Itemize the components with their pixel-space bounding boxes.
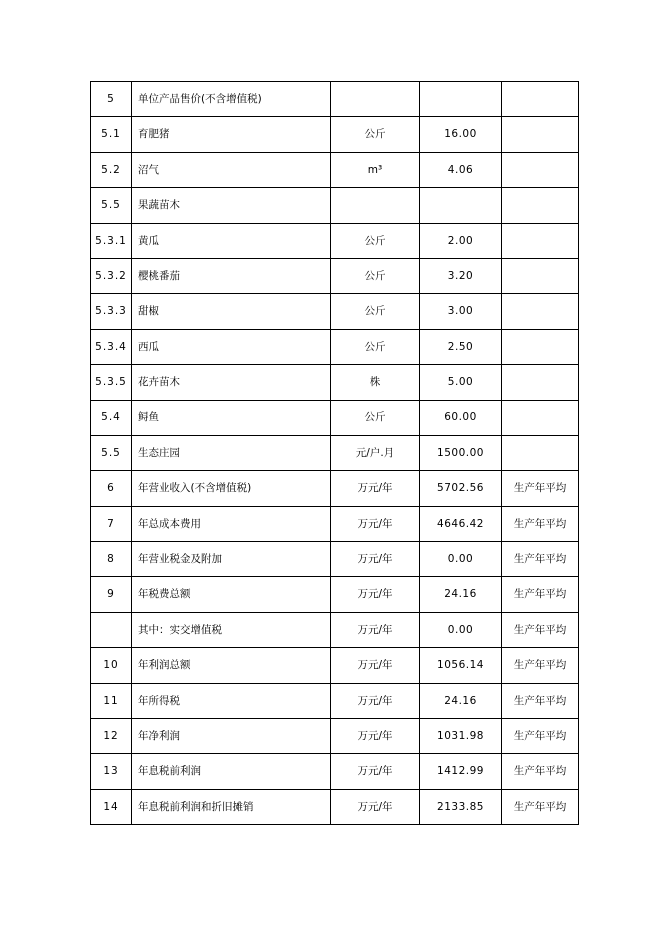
item-value: 5.00 xyxy=(420,365,502,400)
item-unit: 万元/年 xyxy=(331,577,420,612)
item-unit: 万元/年 xyxy=(331,683,420,718)
item-value: 1056.14 xyxy=(420,648,502,683)
table-row xyxy=(91,648,579,683)
item-name: 年息税前利润 xyxy=(132,754,331,789)
item-value: 24.16 xyxy=(420,577,502,612)
table-row xyxy=(91,789,579,824)
row-number: 5.3.4 xyxy=(91,329,132,364)
item-note xyxy=(502,435,579,470)
item-name: 年净利润 xyxy=(132,719,331,754)
item-name: 西瓜 xyxy=(132,329,331,364)
row-number: 5 xyxy=(91,82,132,117)
table-row xyxy=(91,577,579,612)
item-value: 60.00 xyxy=(420,400,502,435)
item-unit: 公斤 xyxy=(331,258,420,293)
table-row xyxy=(91,188,579,223)
item-value: 0.00 xyxy=(420,542,502,577)
row-number xyxy=(91,612,132,647)
row-number: 8 xyxy=(91,542,132,577)
item-unit: 万元/年 xyxy=(331,612,420,647)
item-value: 1500.00 xyxy=(420,435,502,470)
row-number: 6 xyxy=(91,471,132,506)
row-number: 5.1 xyxy=(91,117,132,152)
table-row xyxy=(91,152,579,187)
row-number: 5.3.5 xyxy=(91,365,132,400)
row-number: 5.5 xyxy=(91,188,132,223)
row-number: 7 xyxy=(91,506,132,541)
item-unit: m³ xyxy=(331,152,420,187)
table-row xyxy=(91,506,579,541)
row-number: 5.5 xyxy=(91,435,132,470)
item-note: 生产年平均 xyxy=(502,577,579,612)
table-row xyxy=(91,435,579,470)
table-row xyxy=(91,612,579,647)
item-unit: 公斤 xyxy=(331,329,420,364)
item-unit: 万元/年 xyxy=(331,471,420,506)
item-value: 1031.98 xyxy=(420,719,502,754)
row-number: 11 xyxy=(91,683,132,718)
item-note: 生产年平均 xyxy=(502,683,579,718)
item-value xyxy=(420,188,502,223)
item-name: 年所得税 xyxy=(132,683,331,718)
table-row xyxy=(91,683,579,718)
table-row xyxy=(91,329,579,364)
row-number: 5.4 xyxy=(91,400,132,435)
table-row xyxy=(91,258,579,293)
row-number: 14 xyxy=(91,789,132,824)
indicator-table-body xyxy=(91,82,579,825)
item-note xyxy=(502,294,579,329)
item-unit: 元/户.月 xyxy=(331,435,420,470)
item-value: 16.00 xyxy=(420,117,502,152)
row-number: 9 xyxy=(91,577,132,612)
item-note xyxy=(502,223,579,258)
item-note xyxy=(502,365,579,400)
item-note: 生产年平均 xyxy=(502,542,579,577)
item-value: 4.06 xyxy=(420,152,502,187)
item-note xyxy=(502,329,579,364)
item-value: 5702.56 xyxy=(420,471,502,506)
item-note xyxy=(502,152,579,187)
item-note: 生产年平均 xyxy=(502,719,579,754)
item-note: 生产年平均 xyxy=(502,648,579,683)
item-note: 生产年平均 xyxy=(502,754,579,789)
item-value: 3.20 xyxy=(420,258,502,293)
item-unit: 万元/年 xyxy=(331,754,420,789)
item-name: 生态庄园 xyxy=(132,435,331,470)
item-unit: 万元/年 xyxy=(331,719,420,754)
item-name: 年营业收入(不含增值税) xyxy=(132,471,331,506)
indicator-table xyxy=(90,81,579,825)
item-value: 3.00 xyxy=(420,294,502,329)
table-row xyxy=(91,471,579,506)
row-number: 12 xyxy=(91,719,132,754)
item-name: 沼气 xyxy=(132,152,331,187)
item-name: 年息税前利润和折旧摊销 xyxy=(132,789,331,824)
item-note xyxy=(502,117,579,152)
item-name: 年税费总额 xyxy=(132,577,331,612)
item-name: 鲟鱼 xyxy=(132,400,331,435)
item-name: 花卉苗木 xyxy=(132,365,331,400)
table-row xyxy=(91,542,579,577)
item-unit: 株 xyxy=(331,365,420,400)
item-name: 育肥猪 xyxy=(132,117,331,152)
item-name: 其中：实交增值税 xyxy=(132,612,331,647)
item-unit: 公斤 xyxy=(331,400,420,435)
item-name: 年利润总额 xyxy=(132,648,331,683)
item-unit: 万元/年 xyxy=(331,789,420,824)
row-number: 5.3.3 xyxy=(91,294,132,329)
table-row xyxy=(91,719,579,754)
item-name: 樱桃番茄 xyxy=(132,258,331,293)
item-name: 年营业税金及附加 xyxy=(132,542,331,577)
row-number: 5.3.2 xyxy=(91,258,132,293)
table-row xyxy=(91,294,579,329)
item-unit xyxy=(331,82,420,117)
row-number: 5.2 xyxy=(91,152,132,187)
item-value: 2.50 xyxy=(420,329,502,364)
item-name: 果蔬苗木 xyxy=(132,188,331,223)
item-note xyxy=(502,82,579,117)
item-value: 4646.42 xyxy=(420,506,502,541)
row-number: 5.3.1 xyxy=(91,223,132,258)
table-row xyxy=(91,117,579,152)
item-note xyxy=(502,258,579,293)
item-unit xyxy=(331,188,420,223)
item-unit: 万元/年 xyxy=(331,648,420,683)
table-row xyxy=(91,754,579,789)
row-number: 10 xyxy=(91,648,132,683)
item-name: 单位产品售价(不含增值税) xyxy=(132,82,331,117)
item-value: 1412.99 xyxy=(420,754,502,789)
item-note: 生产年平均 xyxy=(502,789,579,824)
item-value xyxy=(420,82,502,117)
item-name: 黄瓜 xyxy=(132,223,331,258)
row-number: 13 xyxy=(91,754,132,789)
table-row xyxy=(91,365,579,400)
item-unit: 万元/年 xyxy=(331,542,420,577)
item-note: 生产年平均 xyxy=(502,471,579,506)
item-unit: 公斤 xyxy=(331,117,420,152)
table-row xyxy=(91,82,579,117)
item-name: 甜椒 xyxy=(132,294,331,329)
item-unit: 公斤 xyxy=(331,294,420,329)
item-note: 生产年平均 xyxy=(502,612,579,647)
item-note xyxy=(502,188,579,223)
item-note xyxy=(502,400,579,435)
table-row xyxy=(91,223,579,258)
table-row xyxy=(91,400,579,435)
item-unit: 公斤 xyxy=(331,223,420,258)
item-name: 年总成本费用 xyxy=(132,506,331,541)
item-value: 24.16 xyxy=(420,683,502,718)
item-unit: 万元/年 xyxy=(331,506,420,541)
item-value: 2.00 xyxy=(420,223,502,258)
item-value: 2133.85 xyxy=(420,789,502,824)
item-note: 生产年平均 xyxy=(502,506,579,541)
item-value: 0.00 xyxy=(420,612,502,647)
